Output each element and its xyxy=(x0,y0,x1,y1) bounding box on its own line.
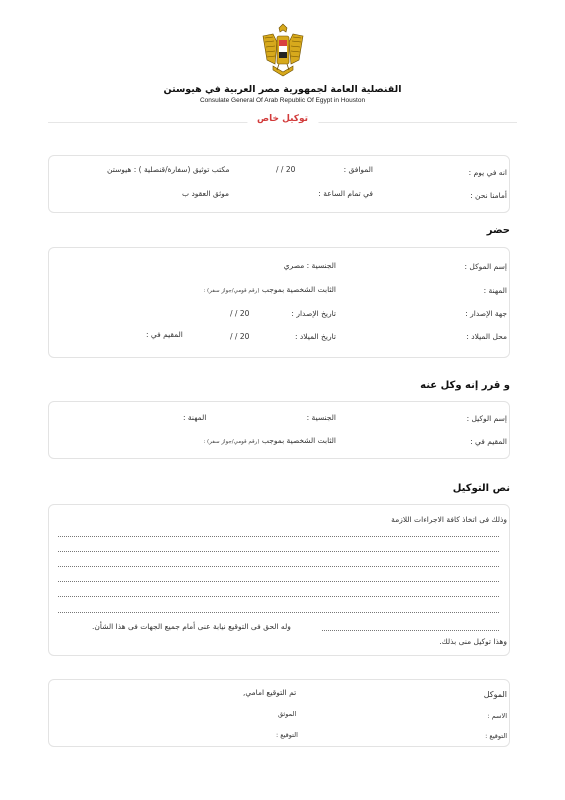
agent-heading: و قرر إنه وكل عنه xyxy=(420,380,510,391)
document-title: توكيل خاص xyxy=(247,114,318,124)
notary-label: موثق العقود ب xyxy=(182,189,230,198)
issuer-label: جهة الإصدار : xyxy=(465,309,507,318)
document-header xyxy=(0,0,565,130)
birth-date-value: / / 20 xyxy=(230,332,250,341)
principal-occupation-label: المهنة : xyxy=(483,286,507,295)
poa-text-heading: نص التوكيل xyxy=(452,483,510,494)
id-proof-type: (رقم قومي/جواز سفر) : xyxy=(203,288,260,294)
agent-nationality-label: الجنسية : xyxy=(306,413,336,422)
principal-name-label: إسم الموكل : xyxy=(464,262,507,271)
poa-signing-right-line: وله الحق فى التوقيع نيابة عنى أمام جميع الجهات فى هذا الشأن. xyxy=(92,622,291,631)
agent-id-proof-text: الثابت الشخصية بموجب xyxy=(261,436,336,445)
office-label: مكتب توثيق (سفارة/قنصلية ) : هيوستن xyxy=(107,165,230,174)
blank-line-7 xyxy=(322,630,499,631)
corresponding-date: / / 20 xyxy=(276,165,296,174)
issue-date-label: تاريخ الإصدار : xyxy=(291,309,336,318)
principal-signature-label: التوقيع : xyxy=(485,732,507,740)
notary-signature-field-label: التوقيع : xyxy=(276,731,298,739)
agent-resident-label: المقيم في : xyxy=(470,437,507,446)
principal-resident-label: المقيم في : xyxy=(146,330,183,339)
blank-line-6 xyxy=(58,612,499,613)
consulate-title-arabic: القنصلية العامة لجمهورية مصر العربية في هيوستن xyxy=(163,84,402,95)
id-proof-text: الثابت الشخصية بموجب xyxy=(261,285,336,294)
at-hour-label: في تمام الساعة : xyxy=(318,189,373,198)
blank-line-4 xyxy=(58,581,499,582)
blank-line-3 xyxy=(58,566,499,567)
birthplace-label: محل الميلاد : xyxy=(466,332,507,341)
blank-line-2 xyxy=(58,551,499,552)
signed-before-me-label: تم التوقيع امامي, xyxy=(243,688,297,697)
principal-id-label xyxy=(203,285,336,294)
before-us-label: أمامنا نحن : xyxy=(470,191,507,200)
issue-date-value: / / 20 xyxy=(230,309,250,318)
attendance-box xyxy=(48,247,510,358)
principal-nationality-label: الجنسية : مصري xyxy=(283,261,336,270)
day-label: انه في يوم : xyxy=(468,168,507,177)
intro-box xyxy=(48,155,510,213)
principal-signature-heading: الموكل xyxy=(483,690,507,699)
agent-occupation-label: المهنة : xyxy=(183,413,207,422)
agent-id-label xyxy=(203,436,336,445)
attendance-heading: حضر xyxy=(486,225,510,236)
blank-line-1 xyxy=(58,536,499,537)
birth-date-label: تاريخ الميلاد : xyxy=(294,332,336,341)
egypt-eagle-emblem-icon xyxy=(259,20,307,80)
agent-box xyxy=(48,401,510,459)
consulate-title-english: Consulate General Of Arab Republic Of Egypt in Houston xyxy=(199,97,366,104)
principal-name-signature-label: الاسم : xyxy=(487,712,507,720)
notary-signature-label: الموثق xyxy=(278,710,297,718)
corresponding-label: الموافق : xyxy=(343,165,373,174)
agent-id-proof-type: (رقم قومي/جواز سفر) : xyxy=(203,439,260,445)
blank-line-5 xyxy=(58,596,499,597)
poa-text-box xyxy=(48,504,510,656)
agent-name-label: إسم الوكيل : xyxy=(466,414,507,423)
poa-closing-line: وهذا توكيل منى بذلك. xyxy=(439,637,507,646)
document-title-row xyxy=(0,114,565,130)
poa-line-1: وذلك فى اتخاذ كافة الاجراءات اللازمة xyxy=(391,515,507,524)
